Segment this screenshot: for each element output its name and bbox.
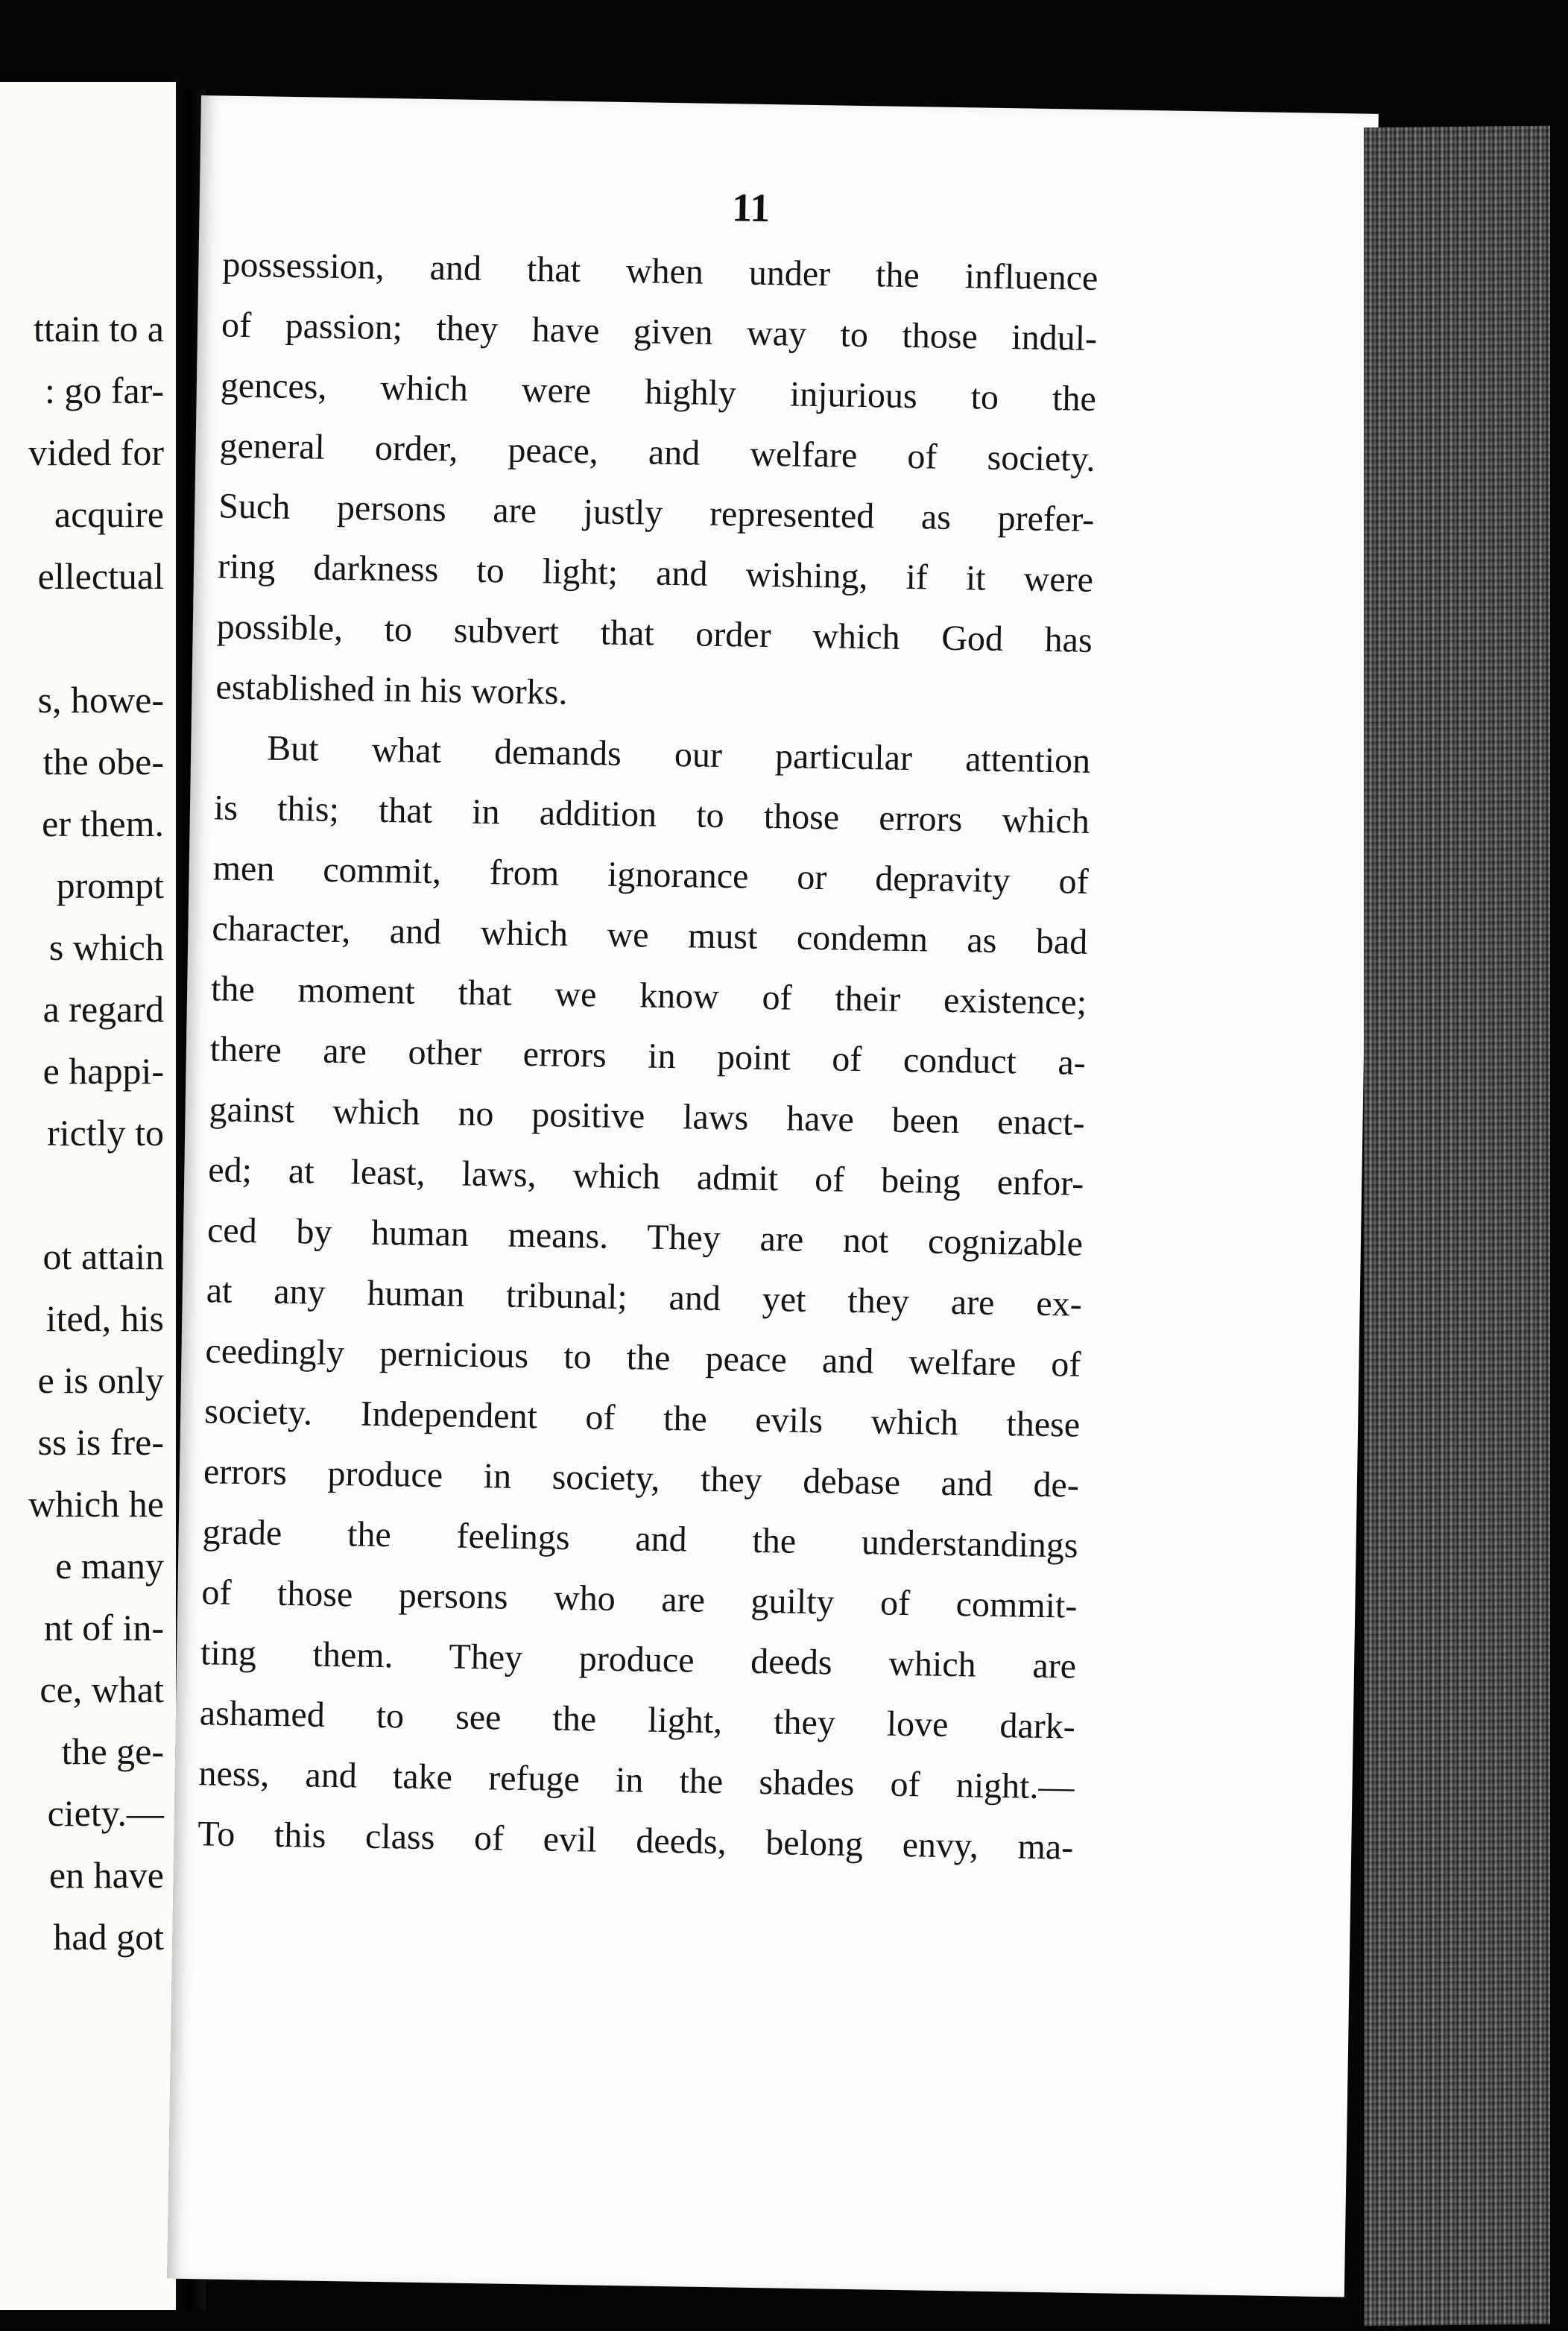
previous-page-line: ellectual: [37, 555, 164, 597]
previous-page-line: acquire: [54, 493, 164, 535]
previous-page-paragraph-gap: [0, 1164, 164, 1226]
previous-page-line: e is only: [37, 1359, 164, 1401]
previous-page-line: : go far-: [44, 370, 164, 411]
previous-page-line: ciety.—: [47, 1792, 164, 1834]
text-line: of those persons who are guilty of commit-: [201, 1572, 1078, 1626]
paragraph-start-line: But what demands our particular attention: [266, 728, 1091, 781]
text-line: character, and which we must condemn as bad: [212, 908, 1088, 962]
text-line: ting them. They produce deeds which are: [200, 1633, 1077, 1686]
previous-page-line: which he: [28, 1483, 164, 1525]
previous-page-line: rictly to: [47, 1112, 164, 1154]
text-line: ced by human means. They are not cognizable: [206, 1210, 1084, 1264]
text-line: grade the feelings and the understandings: [202, 1512, 1078, 1566]
text-line: ceedingly pernicious to the peace and welfare of: [205, 1331, 1081, 1385]
previous-page-line: ited, his: [45, 1297, 164, 1339]
text-line: To this class of evil deeds, belong envy, ma-: [197, 1814, 1074, 1867]
text-line: ed; at least, laws, which admit of being enfor-: [207, 1150, 1084, 1204]
book-page-edges: [1364, 126, 1550, 2327]
text-line: errors produce in society, they debase and de-: [203, 1452, 1080, 1505]
previous-page-fragment: [0, 82, 176, 2310]
previous-page-line: e many: [55, 1545, 164, 1587]
previous-page-line: en have: [48, 1854, 164, 1896]
previous-page-line: ttain to a: [34, 308, 164, 350]
text-line: of passion; they have given way to those indul-: [221, 305, 1098, 358]
previous-page-line: a regard: [42, 988, 164, 1030]
previous-page-line: e happi-: [42, 1050, 164, 1092]
text-line: possible, to subvert that order which God has: [216, 607, 1093, 660]
previous-page-line: s, howe-: [37, 679, 164, 721]
text-line: general order, peace, and welfare of society.: [219, 426, 1096, 479]
text-line: gences, which were highly injurious to the: [220, 365, 1097, 419]
paragraph-end-line: established in his works.: [215, 667, 568, 712]
previous-page-paragraph-gap: [0, 607, 164, 669]
text-line: is this; that in addition to those errors which: [213, 788, 1090, 841]
text-line: ring darkness to light; and wishing, if it were: [217, 546, 1094, 600]
previous-page-line: nt of in-: [43, 1607, 164, 1648]
previous-page-line: s which: [48, 926, 164, 968]
previous-page-line: ss is fre-: [37, 1421, 164, 1463]
text-line: gainst which no positive laws have been enact-: [209, 1089, 1085, 1143]
text-line: the moment that we know of their existence;: [210, 969, 1087, 1022]
previous-page-line: ce, what: [39, 1669, 164, 1710]
text-line: Such persons are justly represented as prefer-: [218, 486, 1095, 540]
previous-page-line: er them.: [42, 803, 164, 844]
previous-page-line: the obe-: [42, 741, 164, 782]
previous-page-line: prompt: [56, 864, 164, 906]
text-line: society. Independent of the evils which these: [203, 1391, 1081, 1445]
previous-page-line: the ge-: [61, 1730, 164, 1772]
text-line: men commit, from ignorance or depravity of: [212, 848, 1089, 902]
page-body-text: [197, 234, 1098, 1877]
page-number: 11: [731, 185, 771, 231]
previous-page-line: vided for: [28, 431, 164, 473]
text-line: ashamed to see the light, they love dark-: [199, 1693, 1076, 1747]
previous-page-line: ot attain: [42, 1236, 164, 1277]
previous-page-text: [0, 298, 164, 1968]
text-line: ness, and take refuge in the shades of night.—: [198, 1753, 1075, 1807]
previous-page-line: had got: [53, 1916, 164, 1958]
text-line: possession, and that when under the influence: [222, 244, 1098, 298]
current-page: [167, 95, 1379, 2297]
text-line: at any human tribunal; and yet they are ex-: [206, 1271, 1083, 1324]
text-line: there are other errors in point of conduct a-: [209, 1029, 1087, 1083]
